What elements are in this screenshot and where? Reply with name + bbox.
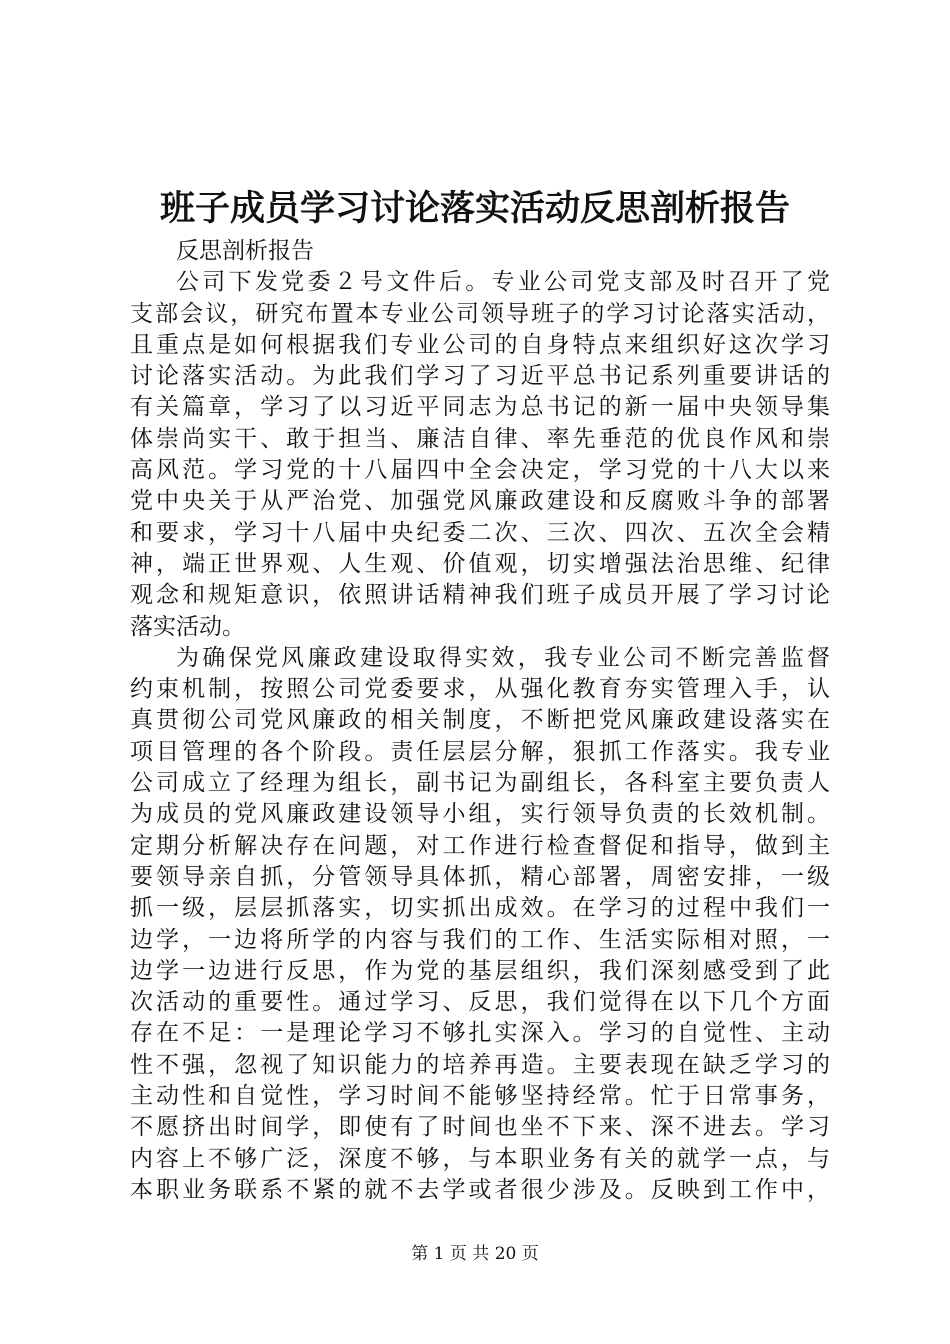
paragraph-line: 边学，一边将所学的内容与我们的工作、生活实际相对照，一 (130, 926, 830, 953)
paragraph-line: 高风范。学习党的十八届四中全会决定，学习党的十八大以来 (130, 457, 830, 484)
paragraph-line: 支部会议，研究布置本专业公司领导班子的学习讨论落实活动， (130, 300, 830, 327)
paragraph-line: 要领导亲自抓，分管领导具体抓，精心部署，周密安排，一级 (130, 863, 830, 890)
paragraph-line: 定期分析解决存在问题，对工作进行检查督促和指导，做到主 (130, 832, 830, 859)
subtitle-line: 反思剖析报告 (176, 238, 314, 264)
paragraph-line: 性不强，忽视了知识能力的培养再造。主要表现在缺乏学习的 (130, 1051, 830, 1078)
paragraph-line: 公司成立了经理为组长，副书记为副组长，各科室主要负责人 (130, 770, 830, 797)
paragraph-line: 抓一级，层层抓落实，切实抓出成效。在学习的过程中我们一 (130, 895, 830, 922)
document-title: 班子成员学习讨论落实活动反思剖析报告 (159, 188, 790, 229)
paragraph-line: 内容上不够广泛，深度不够，与本职业务有关的就学一点，与 (130, 1145, 830, 1172)
paragraph-line: 和要求，学习十八届中央纪委二次、三次、四次、五次全会精 (130, 519, 830, 546)
paragraph-line: 项目管理的各个阶段。责任层层分解，狠抓工作落实。我专业 (130, 738, 830, 765)
paragraph-line: 不愿挤出时间学，即使有了时间也坐不下来、深不进去。学习 (130, 1114, 830, 1141)
paragraph-line: 神，端正世界观、人生观、价值观，切实增强法治思维、纪律 (130, 550, 830, 577)
paragraph-line: 主动性和自觉性，学习时间不能够坚持经常。忙于日常事务， (130, 1083, 830, 1110)
paragraph-line: 且重点是如何根据我们专业公司的自身特点来组织好这次学习 (130, 331, 830, 358)
paragraph-line: 讨论落实活动。为此我们学习了习近平总书记系列重要讲话的 (130, 363, 830, 390)
paragraph-line: 存在不足：一是理论学习不够扎实深入。学习的自觉性、主动 (130, 1020, 830, 1047)
paragraph-line: 体崇尚实干、敢于担当、廉洁自律、率先垂范的优良作风和崇 (130, 425, 830, 452)
paragraph-line: 真贯彻公司党风廉政的相关制度，不断把党风廉政建设落实在 (130, 707, 830, 734)
paragraph-line: 为确保党风廉政建设取得实效，我专业公司不断完善监督 (176, 644, 830, 671)
paragraph-line: 观念和规矩意识，依照讲话精神我们班子成员开展了学习讨论 (130, 582, 830, 609)
paragraph-line: 约束机制，按照公司党委要求，从强化教育夯实管理入手，认 (130, 676, 830, 703)
paragraph-line: 落实活动。 (130, 613, 245, 640)
paragraph-line: 次活动的重要性。通过学习、反思，我们觉得在以下几个方面 (130, 989, 830, 1016)
paragraph-line: 公司下发党委２号文件后。专业公司党支部及时召开了党 (176, 269, 830, 296)
paragraph-line: 党中央关于从严治党、加强党风廉政建设和反腐败斗争的部署 (130, 488, 830, 515)
paragraph-line: 本职业务联系不紧的就不去学或者很少涉及。反映到工作中， (130, 1176, 830, 1203)
paragraph-line: 有关篇章，学习了以习近平同志为总书记的新一届中央领导集 (130, 394, 830, 421)
paragraph-line: 为成员的党风廉政建设领导小组，实行领导负责的长效机制。 (130, 801, 830, 828)
document-body (130, 236, 830, 1206)
paragraph-line: 边学一边进行反思，作为党的基层组织，我们深刻感受到了此 (130, 957, 830, 984)
page-number: 第 1 页 共 20 页 (411, 1244, 539, 1264)
